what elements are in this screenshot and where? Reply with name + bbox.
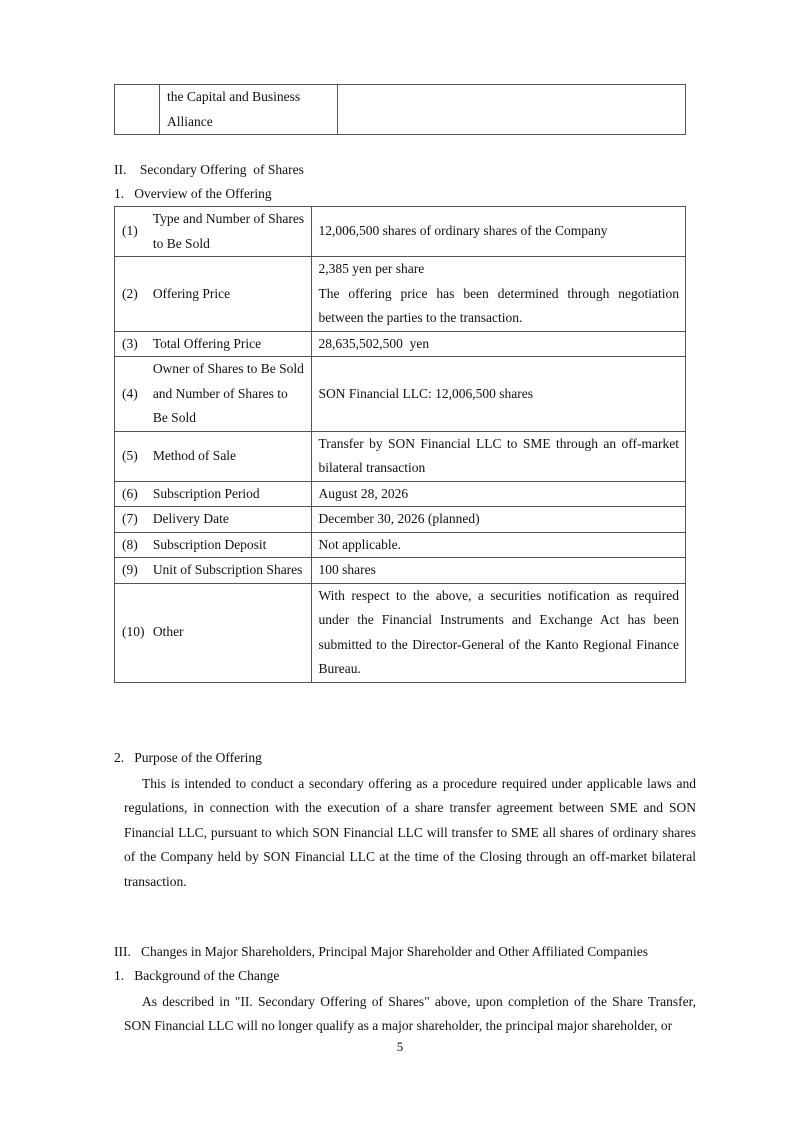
row-value: 12,006,500 shares of ordinary shares of the Company — [312, 207, 686, 257]
table-row — [115, 85, 686, 135]
offering-overview-table — [114, 206, 686, 683]
row-label: Offering Price — [151, 257, 312, 332]
row-number: (6) — [115, 481, 151, 507]
row-number: (2) — [115, 257, 151, 332]
row-label: Owner of Shares to Be Sold and Number of Shares to Be Sold — [151, 357, 312, 432]
row-number: (5) — [115, 431, 151, 481]
table-row — [115, 207, 686, 257]
row-value-line: The offering price has been determined through negotiation between the parties to the transaction. — [318, 285, 679, 325]
background-paragraph: As described in "II. Secondary Offering of Shares" above, upon completion of the Share Transfer, SON Financial LLC will no longer qualify as a major shareholder, the principal major shareholder, or — [124, 994, 696, 1034]
row-value — [312, 257, 686, 332]
row-value: December 30, 2026 (planned) — [312, 507, 686, 533]
purpose-paragraph: This is intended to conduct a secondary offering as a procedure required under applicable laws and regulations, in connection with the execution of a share transfer agreement between SME and SON Financial LLC, pursuant to which SON Financial LLC will transfer to SME all shares of ordinary shares of the Company held by SON Financial LLC at the time of the Closing through an off-market bilateral transaction. — [124, 776, 696, 889]
row-label: Unit of Subscription Shares — [151, 558, 312, 584]
row-value: Transfer by SON Financial LLC to SME through an off-market bilateral transaction — [312, 431, 686, 481]
row-number: (10) — [115, 583, 151, 682]
table-row — [115, 481, 686, 507]
row-number: (9) — [115, 558, 151, 584]
row-number: (3) — [115, 331, 151, 357]
row-value: Not applicable. — [312, 532, 686, 558]
table-row — [115, 558, 686, 584]
table-row — [115, 431, 686, 481]
row-label: Type and Number of Shares to Be Sold — [151, 207, 312, 257]
row-number: (4) — [115, 357, 151, 432]
purpose-subheading: 2. Purpose of the Offering — [114, 750, 262, 765]
row-value: 28,635,502,500 yen — [312, 331, 686, 357]
row-label: Subscription Period — [151, 481, 312, 507]
overview-subheading: 1. Overview of the Offering — [114, 186, 272, 201]
row-value: SON Financial LLC: 12,006,500 shares — [312, 357, 686, 432]
section-ii-heading: II. Secondary Offering of Shares — [114, 162, 304, 177]
background-subheading: 1. Background of the Change — [114, 968, 280, 983]
table-row — [115, 532, 686, 558]
row-value — [338, 85, 686, 135]
row-value-line: 2,385 yen per share — [318, 261, 425, 276]
table-row — [115, 331, 686, 357]
row-label: Delivery Date — [151, 507, 312, 533]
row-number: (1) — [115, 207, 151, 257]
row-value: 100 shares — [312, 558, 686, 584]
continued-table — [114, 84, 686, 135]
page-number: 5 — [396, 1039, 404, 1054]
row-label: Method of Sale — [151, 431, 312, 481]
row-value: With respect to the above, a securities notification as required under the Financial Instruments and Exchange Act has been submitted to the Director-General of the Kanto Regional Finance Bureau. — [312, 583, 686, 682]
table-row — [115, 257, 686, 332]
row-label: the Capital and Business Alliance — [160, 85, 338, 135]
table-row — [115, 507, 686, 533]
section-iii-heading: III. Changes in Major Shareholders, Principal Major Shareholder and Other Affiliated Companies — [114, 944, 648, 959]
row-number: (7) — [115, 507, 151, 533]
row-label: Subscription Deposit — [151, 532, 312, 558]
row-number: (8) — [115, 532, 151, 558]
table-row — [115, 583, 686, 682]
table-row — [115, 357, 686, 432]
row-label: Other — [151, 583, 312, 682]
row-value: August 28, 2026 — [312, 481, 686, 507]
row-label: Total Offering Price — [151, 331, 312, 357]
